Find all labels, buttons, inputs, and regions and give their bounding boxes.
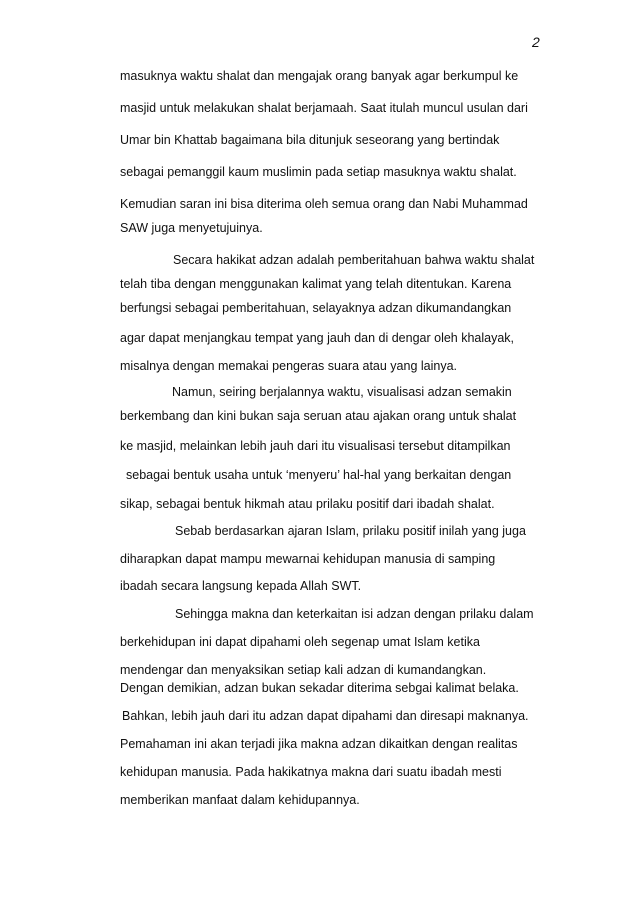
text-line: berkembang dan kini bukan saja seruan atau ajakan orang untuk shalat [120, 409, 517, 423]
text-line: memberikan manfaat dalam kehidupannya. [120, 793, 360, 807]
text-line: diharapkan dapat mampu mewarnai kehidupan manusia di samping [120, 552, 496, 566]
text-line: sebagai pemanggil kaum muslimin pada setiap masuknya waktu shalat. [120, 165, 517, 179]
text-line: telah tiba dengan menggunakan kalimat yang telah ditentukan. Karena [120, 277, 512, 291]
text-line: ke masjid, melainkan lebih jauh dari itu visualisasi tersebut ditampilkan [120, 439, 511, 453]
text-line: berkehidupan ini dapat dipahami oleh segenap umat Islam ketika [120, 635, 480, 649]
text-line: Kemudian saran ini bisa diterima oleh semua orang dan Nabi Muhammad [120, 197, 528, 211]
text-line: sebagai bentuk usaha untuk ‘menyeru’ hal-hal yang berkaitan dengan [126, 468, 512, 482]
text-line: masjid untuk melakukan shalat berjamaah. Saat itulah muncul usulan dari [120, 101, 528, 115]
text-line: SAW juga menyetujuinya. [120, 221, 263, 235]
text-line: berfungsi sebagai pemberitahuan, selayaknya adzan dikumandangkan [120, 301, 512, 315]
text-line: misalnya dengan memakai pengeras suara atau yang lainya. [120, 359, 458, 373]
text-line: masuknya waktu shalat dan mengajak orang banyak agar berkumpul ke [120, 69, 519, 83]
text-line: Sehingga makna dan keterkaitan isi adzan dengan prilaku dalam [175, 607, 534, 621]
text-line: agar dapat menjangkau tempat yang jauh dan di dengar oleh khalayak, [120, 331, 515, 345]
text-line: Secara hakikat adzan adalah pemberitahuan bahwa waktu shalat [173, 253, 535, 267]
text-line: Pemahaman ini akan terjadi jika makna adzan dikaitkan dengan realitas [120, 737, 518, 751]
text-line: sikap, sebagai bentuk hikmah atau prilaku positif dari ibadah shalat. [120, 497, 495, 511]
text-line: kehidupan manusia. Pada hakikatnya makna dari suatu ibadah mesti [120, 765, 502, 779]
text-line: Namun, seiring berjalannya waktu, visualisasi adzan semakin [172, 385, 512, 399]
text-line: Dengan demikian, adzan bukan sekadar diterima sebgai kalimat belaka. [120, 681, 519, 695]
text-line: Bahkan, lebih jauh dari itu adzan dapat dipahami dan diresapi maknanya. [122, 709, 529, 723]
text-line: mendengar dan menyaksikan setiap kali adzan di kumandangkan. [120, 663, 487, 677]
page-number: 2 [532, 34, 540, 50]
text-line: Sebab berdasarkan ajaran Islam, prilaku positif inilah yang juga [175, 524, 526, 538]
text-line: ibadah secara langsung kepada Allah SWT. [120, 579, 362, 593]
text-line: Umar bin Khattab bagaimana bila ditunjuk seseorang yang bertindak [120, 133, 500, 147]
